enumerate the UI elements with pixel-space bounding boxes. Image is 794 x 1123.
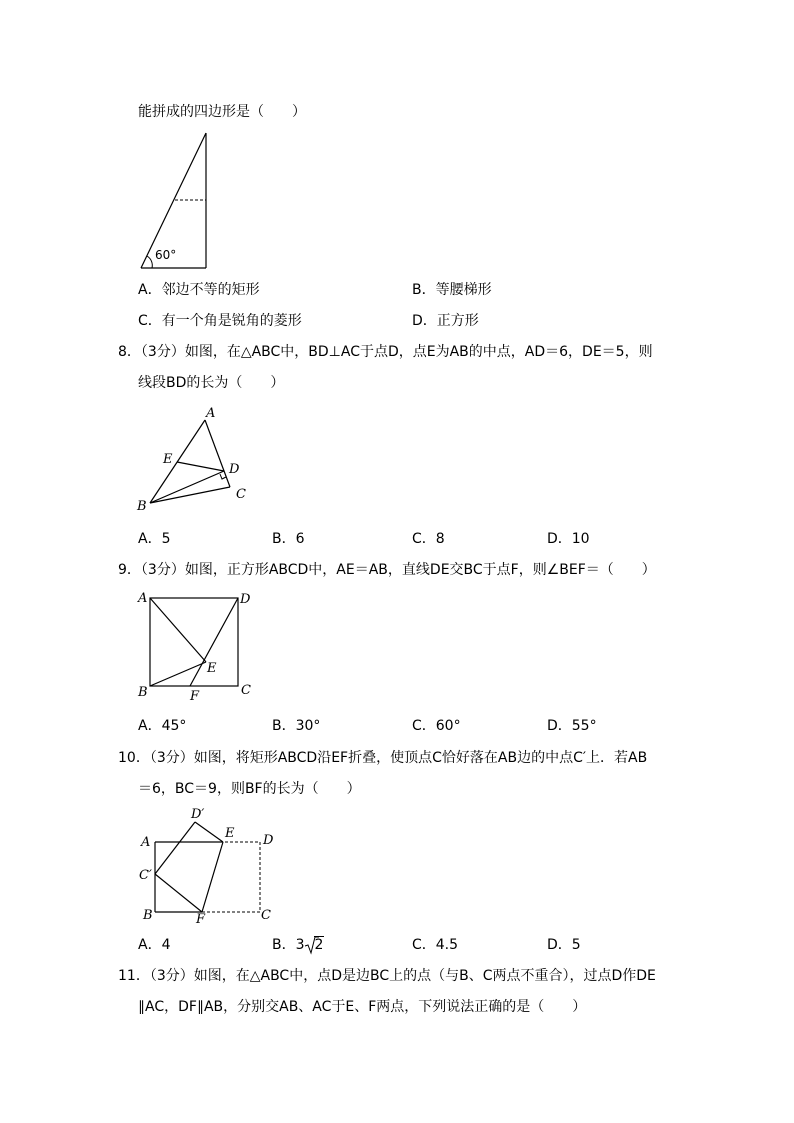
q10-option-b-radical: 2 xyxy=(305,936,325,954)
q9-stem-line1: 9．（3分）如图，正方形ABCD中，AE＝AB，直线DE交BC于点F，则∠BEF＝（ ） xyxy=(118,562,656,578)
q10-label-dp: D′ xyxy=(191,807,205,822)
q10-stem-line2: ＝6，BC＝9，则BF的长为（ ） xyxy=(138,781,361,797)
q8-triangle-figure xyxy=(135,405,255,515)
q10-option-b-coef: 3 xyxy=(295,937,305,953)
q10-option-d: D．5 xyxy=(547,937,581,953)
q8-stem-line2: 线段BD的长为（ ） xyxy=(138,375,285,391)
q10-label-d: D xyxy=(263,833,274,848)
q7-continuation: 能拼成的四边形是（ ） xyxy=(138,104,306,120)
q8-option-d: D．10 xyxy=(547,531,590,547)
q10-label-b: B xyxy=(143,908,153,923)
q9-option-a: A．45° xyxy=(138,718,187,734)
q10-fold-figure xyxy=(135,805,285,930)
q9-label-a: A xyxy=(138,591,148,606)
q10-option-a: A．4 xyxy=(138,937,171,953)
q10-label-e: E xyxy=(225,826,235,841)
q7-option-d: D．正方形 xyxy=(412,313,479,329)
q8-label-a: A xyxy=(206,406,216,421)
q9-option-b: B．30° xyxy=(272,718,321,734)
q8-label-c: C xyxy=(236,487,246,502)
q10-label-f: F xyxy=(196,912,206,927)
q8-option-a: A．5 xyxy=(138,531,171,547)
q10-option-b xyxy=(272,936,324,954)
q10-label-a: A xyxy=(141,835,151,850)
q8-label-b: B xyxy=(137,499,147,514)
q7-triangle-figure xyxy=(135,128,215,278)
q10-option-c: C．4.5 xyxy=(412,937,459,953)
q10-option-b-prefix: B． xyxy=(272,937,296,953)
q9-option-c: C．60° xyxy=(412,718,461,734)
q10-stem-line1: 10．（3分）如图，将矩形ABCD沿EF折叠，使顶点C恰好落在AB边的中点C′上．若AB xyxy=(118,750,648,766)
q11-stem-line2: ∥AC，DF∥AB，分别交AB、AC于E、F两点，下列说法正确的是（ ） xyxy=(138,999,587,1015)
q10-label-cp: C′ xyxy=(139,868,152,883)
q9-label-e: E xyxy=(207,661,217,676)
q8-option-b: B．6 xyxy=(272,531,305,547)
q7-option-b: B．等腰梯形 xyxy=(412,282,492,298)
q7-angle-label: 60° xyxy=(155,248,177,262)
q9-square-figure xyxy=(135,590,265,705)
q8-label-d: D xyxy=(229,462,240,477)
q9-label-d: D xyxy=(240,592,251,607)
q10-label-c: C xyxy=(261,908,271,923)
q8-label-e: E xyxy=(163,452,173,467)
q8-stem-line1: 8．（3分）如图，在△ABC中，BD⊥AC于点D，点E为AB的中点，AD＝6，DE＝5，则 xyxy=(118,344,653,360)
q11-stem-line1: 11．（3分）如图，在△ABC中，点D是边BC上的点（与B、C两点不重合），过点D作DE xyxy=(118,968,656,984)
q7-option-a: A．邻边不等的矩形 xyxy=(138,282,260,298)
q9-label-c: C xyxy=(241,683,251,698)
sqrt-icon xyxy=(305,936,317,954)
q9-option-d: D．55° xyxy=(547,718,597,734)
q7-option-c: C．有一个角是锐角的菱形 xyxy=(138,313,302,329)
q9-label-f: F xyxy=(190,689,200,704)
q8-option-c: C．8 xyxy=(412,531,445,547)
q9-label-b: B xyxy=(138,685,148,700)
